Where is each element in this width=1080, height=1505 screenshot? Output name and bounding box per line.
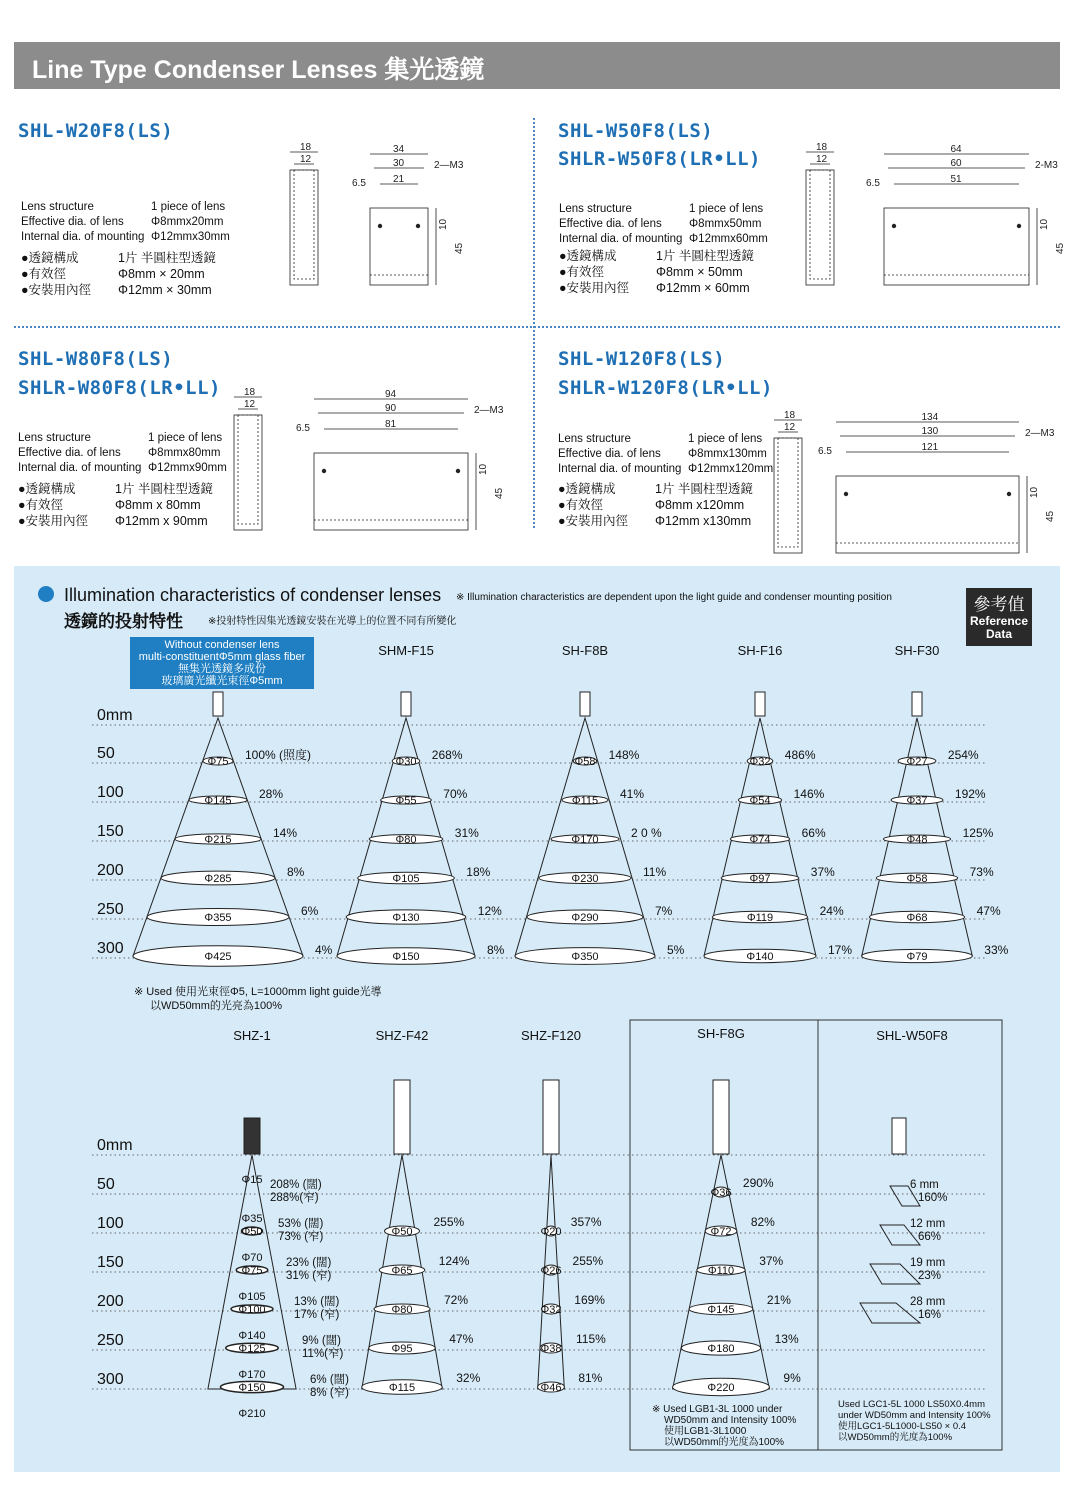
percent-label: 47% <box>976 904 1001 918</box>
spec-key: ●有效徑 <box>18 498 64 512</box>
dim-label: 64 <box>950 144 962 155</box>
note-line: under WD50mm and Intensity 100% <box>838 1410 991 1421</box>
percent-label: 124% <box>438 1254 470 1268</box>
diameter-label: Φ230 <box>571 873 599 885</box>
spec-key: Effective dia. of lens <box>559 218 662 230</box>
distance-label: 50 <box>97 1176 115 1193</box>
percent-label: 7% <box>655 904 673 918</box>
dim-label: 51 <box>950 174 962 185</box>
diameter-label: Φ125 <box>238 1343 266 1355</box>
distance-label: 0mm <box>97 1137 133 1154</box>
dim-label: 34 <box>393 144 405 155</box>
dim-label: 12 <box>244 399 256 410</box>
spec-value: Φ12mm × 30mm <box>118 283 212 297</box>
diameter-label: Φ215 <box>204 834 232 846</box>
diameter-label: Φ30 <box>395 756 417 768</box>
dim-label: 2—M3 <box>474 405 504 416</box>
series-name: SHZ-F120 <box>521 1028 581 1043</box>
percent-label: 11% <box>643 865 667 879</box>
percent-label: 160% <box>918 1192 948 1204</box>
diameter-label: Φ425 <box>204 951 232 963</box>
series-name: SHL-W50F8 <box>876 1028 948 1043</box>
diameter-label: Φ37 <box>906 795 928 807</box>
percent-label: 125% <box>962 826 994 840</box>
dim-label: 18 <box>784 410 796 421</box>
diameter-label: Φ55 <box>395 795 417 807</box>
dim-label: 6.5 <box>818 446 832 457</box>
diameter-label: Φ50 <box>391 1226 413 1238</box>
percent-label: 192% <box>954 787 986 801</box>
percent-label: 9% (闊) <box>302 1335 341 1347</box>
illum-note-en: ※ Illumination characteristics are dependent upon the light guide and condenser mounting position <box>456 592 892 603</box>
percent-label: 23% (闊) <box>286 1257 332 1269</box>
percent-label: 53% (闊) <box>278 1218 324 1230</box>
diameter-label: Φ119 <box>746 912 774 924</box>
spec-key: ●透鏡構成 <box>558 482 616 496</box>
dim-label: 45 <box>1045 510 1056 522</box>
spec-value: Φ12mmx60mm <box>689 233 768 245</box>
percent-label: 486% <box>784 748 816 762</box>
width-label: 12 mm <box>910 1218 946 1230</box>
diameter-label: Φ27 <box>906 756 928 768</box>
note-line: ※ Used LGB1-3L 1000 under <box>652 1404 783 1415</box>
percent-label: 115% <box>576 1332 606 1346</box>
percent-label: 73% (窄) <box>278 1231 324 1243</box>
probe-icon <box>394 1080 410 1154</box>
distance-label: 250 <box>97 1332 124 1349</box>
spec-key: ●透鏡構成 <box>18 482 76 496</box>
diameter-label: Φ79 <box>906 951 928 963</box>
percent-label: 14% <box>273 826 298 840</box>
percent-label: 16% <box>918 1309 942 1321</box>
width-label: 28 mm <box>910 1296 946 1308</box>
spec-value: Φ8mmx20mm <box>151 216 224 228</box>
note-line: 使用LGB1-3L1000 <box>664 1426 747 1437</box>
diameter-label: Φ38 <box>540 1343 562 1355</box>
spec-key: Effective dia. of lens <box>18 447 121 459</box>
percent-label: 12% <box>477 904 502 918</box>
diameter-label: Φ75 <box>207 756 229 768</box>
diameter-label: Φ70 <box>241 1252 263 1264</box>
page-title: Line Type Condenser Lenses 集光透鏡 <box>32 56 485 84</box>
spec-value: 1片 半圓柱型透鏡 <box>115 482 213 496</box>
dim-label: 18 <box>244 387 256 398</box>
dim-label: 81 <box>385 419 397 430</box>
note-line: 使用LGC1-5L1000-LS50 × 0.4 <box>838 1421 967 1432</box>
percent-label: 288%(窄) <box>270 1192 319 1204</box>
model-title: SHL-W120F8(LS) <box>558 348 726 370</box>
spec-key: Effective dia. of lens <box>558 448 661 460</box>
ref-en1: Reference <box>969 614 1029 628</box>
diameter-label: Φ110 <box>707 1265 735 1277</box>
dim-label: 10 <box>1039 218 1050 230</box>
percent-label: 208% (闊) <box>270 1179 322 1191</box>
percent-label: 146% <box>793 787 825 801</box>
percent-label: 21% <box>766 1293 791 1307</box>
probe-icon <box>892 1118 906 1154</box>
percent-label: 33% <box>984 943 1009 957</box>
spec-value: Φ12mmx120mm <box>688 463 774 475</box>
diameter-label: Φ26 <box>540 1265 562 1277</box>
percent-label: 6% (闊) <box>310 1374 349 1386</box>
percent-label: 31% (窄) <box>286 1270 332 1282</box>
illum-note-zh: ※投射特性因集光透鏡安裝在光導上的位置不同有所變化 <box>208 616 457 627</box>
model-title: SHLR-W50F8(LR•LL) <box>558 148 761 170</box>
note-w50 <box>838 1399 991 1443</box>
note-line: WD50mm and Intensity 100% <box>664 1415 797 1426</box>
diameter-label: Φ54 <box>749 795 771 807</box>
spec-value: Φ12mmx90mm <box>148 462 227 474</box>
percent-label: 24% <box>819 904 844 918</box>
ref-en2: Data <box>985 627 1012 641</box>
percent-label: 268% <box>431 748 463 762</box>
spec-value: Φ8mmx50mm <box>689 218 762 230</box>
series-name: SH-F30 <box>894 643 940 658</box>
spec-value: Φ12mm x130mm <box>655 514 752 528</box>
illum-title-zh: 透鏡的投射特性 <box>64 612 183 631</box>
dim-label: 6.5 <box>296 423 310 434</box>
diameter-label: Φ58 <box>906 873 928 885</box>
percent-label: 23% <box>918 1270 942 1282</box>
model-title: SHLR-W120F8(LR•LL) <box>558 377 773 399</box>
diameter-label: Φ220 <box>707 1382 735 1394</box>
diameter-label: Φ130 <box>392 912 420 924</box>
dim-label: 12 <box>784 422 796 433</box>
percent-label: 4% <box>315 943 333 957</box>
percent-label: 31% <box>454 826 479 840</box>
diameter-label: Φ95 <box>391 1343 413 1355</box>
percent-label: 11%(窄) <box>302 1348 344 1360</box>
spec-value: 1片 半圓柱型透鏡 <box>656 249 754 263</box>
spec-key: Internal dia. of mounting <box>21 231 145 243</box>
diameter-label: Φ72 <box>710 1226 732 1238</box>
diameter-label: Φ35 <box>241 1213 263 1225</box>
spec-value: 1 piece of lens <box>689 203 764 215</box>
percent-label: 28% <box>259 787 284 801</box>
diameter-label: Φ285 <box>204 873 232 885</box>
spec-key: ●有效徑 <box>558 498 604 512</box>
distance-label: 0mm <box>97 707 133 724</box>
dim-label: 6.5 <box>866 178 880 189</box>
spec-key: ●安裝用內徑 <box>558 514 629 528</box>
percent-label: 18% <box>466 865 491 879</box>
note-line: Used LGC1-5L 1000 LS50X0.4mm <box>838 1399 985 1410</box>
ref-zh: 參考值 <box>973 595 1025 614</box>
series-name: SHZ-F42 <box>375 1028 429 1043</box>
diameter-label: Φ97 <box>749 873 771 885</box>
diameter-label: Φ36 <box>710 1187 732 1199</box>
diameter-label: Φ32 <box>540 1304 562 1316</box>
dim-label: 2—M3 <box>434 160 464 171</box>
series-name: SHM-F15 <box>378 643 434 658</box>
dim-label: 60 <box>950 158 962 169</box>
series-name: SH-F16 <box>737 643 783 658</box>
percent-label: 17% (窄) <box>294 1309 340 1321</box>
diameter-label: Φ75 <box>241 1265 263 1277</box>
percent-label: 13% <box>774 1332 799 1346</box>
percent-label: 169% <box>574 1293 605 1307</box>
diameter-label: Φ170 <box>571 834 599 846</box>
spec-value: 1片 半圓柱型透鏡 <box>118 251 216 265</box>
percent-label: 66% <box>801 826 826 840</box>
diameter-label: Φ48 <box>906 834 928 846</box>
dim-label: 90 <box>385 403 397 414</box>
percent-label: 32% <box>456 1371 481 1385</box>
percent-label: 255% <box>572 1254 604 1268</box>
legend-line: multi-constituentΦ5mm glass fiber <box>138 651 306 663</box>
probe-icon <box>912 692 922 716</box>
spec-value: 1片 半圓柱型透鏡 <box>655 482 753 496</box>
dim-label: 10 <box>478 463 489 475</box>
percent-label: 8% <box>287 865 305 879</box>
probe-icon <box>713 1080 729 1154</box>
diameter-label: Φ58 <box>574 756 596 768</box>
note1-line: ※ Used 使用光束徑Φ5, L=1000mm light guide光導 <box>134 986 382 998</box>
spec-value: Φ8mmx130mm <box>688 448 767 460</box>
percent-label: 5% <box>667 943 685 957</box>
spec-key: ●安裝用內徑 <box>559 281 630 295</box>
dim-label: 18 <box>300 142 312 153</box>
note-f8g <box>652 1404 796 1448</box>
width-label: 6 mm <box>910 1179 939 1191</box>
diameter-label: Φ150 <box>392 951 420 963</box>
spec-key: Internal dia. of mounting <box>18 462 142 474</box>
diameter-label: Φ46 <box>540 1382 562 1394</box>
spec-key: ●透鏡構成 <box>559 249 617 263</box>
percent-label: 148% <box>608 748 640 762</box>
spec-value: Φ12mmx30mm <box>151 231 230 243</box>
percent-label: 255% <box>433 1215 465 1229</box>
model-title: SHLR-W80F8(LR•LL) <box>18 377 221 399</box>
diameter-label: Φ145 <box>204 795 232 807</box>
diameter-label: Φ140 <box>746 951 774 963</box>
dim-label: 30 <box>393 158 405 169</box>
percent-label: 13% (闊) <box>294 1296 340 1308</box>
spec-key: Lens structure <box>559 203 632 215</box>
percent-label: 66% <box>918 1231 942 1243</box>
spec-value: 1 piece of lens <box>148 432 223 444</box>
percent-label: 357% <box>570 1215 602 1229</box>
diameter-label: Φ115 <box>388 1382 416 1394</box>
percent-label: 72% <box>444 1293 469 1307</box>
diameter-label: Φ355 <box>204 912 232 924</box>
spec-key: ●透鏡構成 <box>21 251 79 265</box>
distance-label: 300 <box>97 940 124 957</box>
diameter-label: Φ80 <box>391 1304 413 1316</box>
diameter-label: Φ140 <box>238 1330 266 1342</box>
note-line: 以WD50mm的光度為100% <box>838 1432 953 1443</box>
distance-label: 50 <box>97 745 115 762</box>
diameter-label: Φ170 <box>238 1369 266 1381</box>
percent-label: 2 0 % <box>631 826 662 840</box>
distance-label: 300 <box>97 1371 124 1388</box>
spec-value: Φ8mm x 80mm <box>115 498 201 512</box>
diameter-label: Φ32 <box>749 756 771 768</box>
series-name: SH-F8G <box>697 1026 745 1041</box>
diameter-label: Φ145 <box>707 1304 735 1316</box>
diameter-label: Φ100 <box>238 1304 266 1316</box>
spec-value: Φ8mmx80mm <box>148 447 221 459</box>
distance-label: 250 <box>97 901 124 918</box>
distance-label: 150 <box>97 1254 124 1271</box>
probe-icon <box>755 692 765 716</box>
percent-label: 41% <box>620 787 645 801</box>
model-title: SHL-W50F8(LS) <box>558 120 714 142</box>
diameter-label: Φ80 <box>395 834 417 846</box>
dim-label: 94 <box>385 389 397 400</box>
diameter-label: Φ210 <box>238 1408 266 1420</box>
percent-label: 37% <box>810 865 835 879</box>
dim-label: 45 <box>1055 242 1066 254</box>
spec-key: Internal dia. of mounting <box>559 233 683 245</box>
note-line: 以WD50mm的光度為100% <box>664 1437 785 1448</box>
dim-label: 21 <box>393 174 405 185</box>
percent-label: 73% <box>969 865 994 879</box>
width-label: 19 mm <box>910 1257 946 1269</box>
distance-label: 200 <box>97 862 124 879</box>
spec-key: Effective dia. of lens <box>21 216 124 228</box>
dim-label: 130 <box>921 426 939 437</box>
diameter-label: Φ150 <box>238 1382 266 1394</box>
spec-value: Φ8mm × 20mm <box>118 267 205 281</box>
diameter-label: Φ20 <box>540 1226 562 1238</box>
percent-label: 6% <box>301 904 319 918</box>
diameter-label: Φ350 <box>571 951 599 963</box>
dim-label: 10 <box>1029 486 1040 498</box>
dim-label: 12 <box>816 154 828 165</box>
dim-label: 6.5 <box>352 178 366 189</box>
dim-label: 10 <box>438 218 449 230</box>
probe-icon <box>580 692 590 716</box>
spec-key: ●安裝用內徑 <box>18 514 89 528</box>
legend-line: 無集光透鏡多成份 <box>178 663 266 675</box>
dim-label: 18 <box>816 142 828 153</box>
percent-label: 100% (照度) <box>245 748 312 762</box>
probe-icon <box>543 1080 559 1154</box>
spec-value: Φ8mm x120mm <box>655 498 745 512</box>
legend-line: 玻璃廣光纖光束徑Φ5mm <box>161 675 283 687</box>
series-name: SHZ-1 <box>233 1028 271 1043</box>
spec-key: Lens structure <box>18 432 91 444</box>
spec-value: Φ8mm × 50mm <box>656 265 743 279</box>
distance-label: 100 <box>97 1215 124 1232</box>
spec-value: 1 piece of lens <box>688 433 763 445</box>
probe-icon <box>213 692 223 716</box>
percent-label: 82% <box>750 1215 775 1229</box>
dim-label: 45 <box>494 487 505 499</box>
probe-icon <box>401 692 411 716</box>
spec-key: ●安裝用內徑 <box>21 283 92 297</box>
dim-label: 134 <box>921 412 939 423</box>
diameter-label: Φ65 <box>391 1265 413 1277</box>
percent-label: 9% <box>783 1371 801 1385</box>
diameter-label: Φ74 <box>749 834 771 846</box>
note1-line: 以WD50mm的光亮為100% <box>150 1000 283 1012</box>
series-name: SH-F8B <box>561 643 609 658</box>
probe-icon <box>244 1118 260 1154</box>
model-title: SHL-W80F8(LS) <box>18 348 174 370</box>
model-title: SHL-W20F8(LS) <box>18 120 174 142</box>
dim-label: 121 <box>921 442 939 453</box>
percent-label: 290% <box>742 1176 774 1190</box>
spec-key: ●有效徑 <box>21 267 67 281</box>
illum-title-en: Illumination characteristics of condenser lenses <box>64 585 442 605</box>
spec-key: Lens structure <box>558 433 631 445</box>
percent-label: 81% <box>578 1371 603 1385</box>
diameter-label: Φ290 <box>571 912 599 924</box>
distance-label: 150 <box>97 823 124 840</box>
spec-key: Lens structure <box>21 201 94 213</box>
diameter-label: Φ68 <box>906 912 928 924</box>
spec-key: Internal dia. of mounting <box>558 463 682 475</box>
spec-value: Φ12mm x 90mm <box>115 514 208 528</box>
dim-label: 2-M3 <box>1035 160 1058 171</box>
dim-label: 12 <box>300 154 312 165</box>
dim-label: 45 <box>454 242 465 254</box>
spec-value: Φ12mm × 60mm <box>656 281 750 295</box>
diameter-label: Φ50 <box>241 1226 263 1238</box>
percent-label: 8% <box>487 943 505 957</box>
diameter-label: Φ180 <box>707 1343 735 1355</box>
diameter-label: Φ105 <box>238 1291 266 1303</box>
diameter-label: Φ105 <box>392 873 420 885</box>
percent-label: 47% <box>449 1332 474 1346</box>
dim-label: 2—M3 <box>1025 428 1055 439</box>
percent-label: 17% <box>828 943 853 957</box>
legend-line: Without condenser lens <box>164 639 280 651</box>
distance-label: 100 <box>97 784 124 801</box>
spec-key: ●有效徑 <box>559 265 605 279</box>
percent-label: 70% <box>443 787 468 801</box>
spec-value: 1 piece of lens <box>151 201 226 213</box>
diameter-label: Φ15 <box>241 1174 263 1186</box>
percent-label: 8% (窄) <box>310 1387 349 1399</box>
percent-label: 254% <box>947 748 979 762</box>
diameter-label: Φ115 <box>571 795 599 807</box>
distance-label: 200 <box>97 1293 124 1310</box>
percent-label: 37% <box>759 1254 784 1268</box>
